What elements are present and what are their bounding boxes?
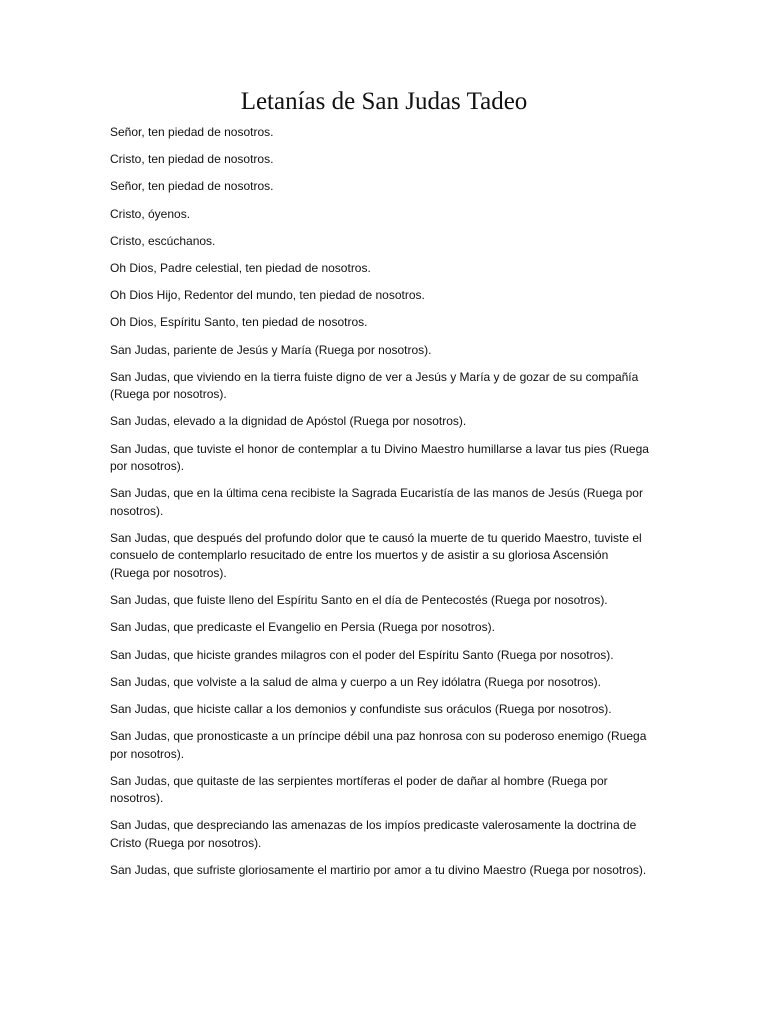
litany-line: San Judas, que volviste a la salud de alma y cuerpo a un Rey idólatra (Ruega por nosotros). <box>110 674 601 689</box>
litany-line: San Judas, que tuviste el honor de contemplar a tu Divino Maestro humillarse a lavar tus pies (Ruega por nosotros). <box>110 441 649 474</box>
litany-line: San Judas, que hiciste grandes milagros con el poder del Espíritu Santo (Ruega por nosotros). <box>110 647 614 662</box>
litany-body <box>110 124 650 889</box>
litany-line: San Judas, que despreciando las amenazas de los impíos predicaste valerosamente la doctrina de Cristo (Ruega por nosotros). <box>110 818 637 850</box>
litany-line: San Judas, que pronosticaste a un príncipe débil una paz honrosa con su poderoso enemigo (Ruega por nosotros). <box>110 729 647 761</box>
litany-line: San Judas, que sufriste gloriosamente el martirio por amor a tu divino Maestro (Ruega por nosotros). <box>110 863 647 878</box>
litany-line: Oh Dios, Padre celestial, ten piedad de nosotros. <box>110 260 371 275</box>
litany-line: San Judas, que después del profundo dolor que te causó la muerte de tu querido Maestro, tuviste el consuelo de contemplarlo resucitado de entre los muertos y de asistir a su gloriosa Ascensión (Ruega por nosotros). <box>110 530 642 580</box>
litany-line: San Judas, elevado a la dignidad de Apóstol (Ruega por nosotros). <box>110 414 467 429</box>
litany-line: San Judas, pariente de Jesús y María (Ruega por nosotros). <box>110 342 432 357</box>
litany-line: Cristo, escúchanos. <box>110 233 216 248</box>
litany-line: Señor, ten piedad de nosotros. <box>110 125 274 139</box>
litany-line: Oh Dios Hijo, Redentor del mundo, ten piedad de nosotros. <box>110 288 425 303</box>
litany-line: San Judas, que en la última cena recibiste la Sagrada Eucaristía de las manos de Jesús (Ruega por nosotros). <box>110 486 643 518</box>
litany-line: San Judas, que fuiste lleno del Espíritu Santo en el día de Pentecostés (Ruega por nosotros). <box>110 593 608 608</box>
litany-line: Cristo, ten piedad de nosotros. <box>110 152 274 167</box>
litany-line: Oh Dios, Espíritu Santo, ten piedad de nosotros. <box>110 315 368 330</box>
litany-line: San Judas, que predicaste el Evangelio en Persia (Ruega por nosotros). <box>110 620 495 635</box>
litany-line: San Judas, que hiciste callar a los demonios y confundiste sus oráculos (Ruega por nosotros). <box>110 701 612 716</box>
litany-line: Cristo, óyenos. <box>110 206 191 221</box>
litany-line: San Judas, que viviendo en la tierra fuiste digno de ver a Jesús y María y de gozar de su compañía (Ruega por nosotros). <box>110 369 639 402</box>
litany-line: San Judas, que quitaste de las serpientes mortíferas el poder de dañar al hombre (Ruega por nosotros). <box>110 773 608 806</box>
litany-line: Señor, ten piedad de nosotros. <box>110 179 274 194</box>
document-title: Letanías de San Judas Tadeo <box>240 88 528 115</box>
